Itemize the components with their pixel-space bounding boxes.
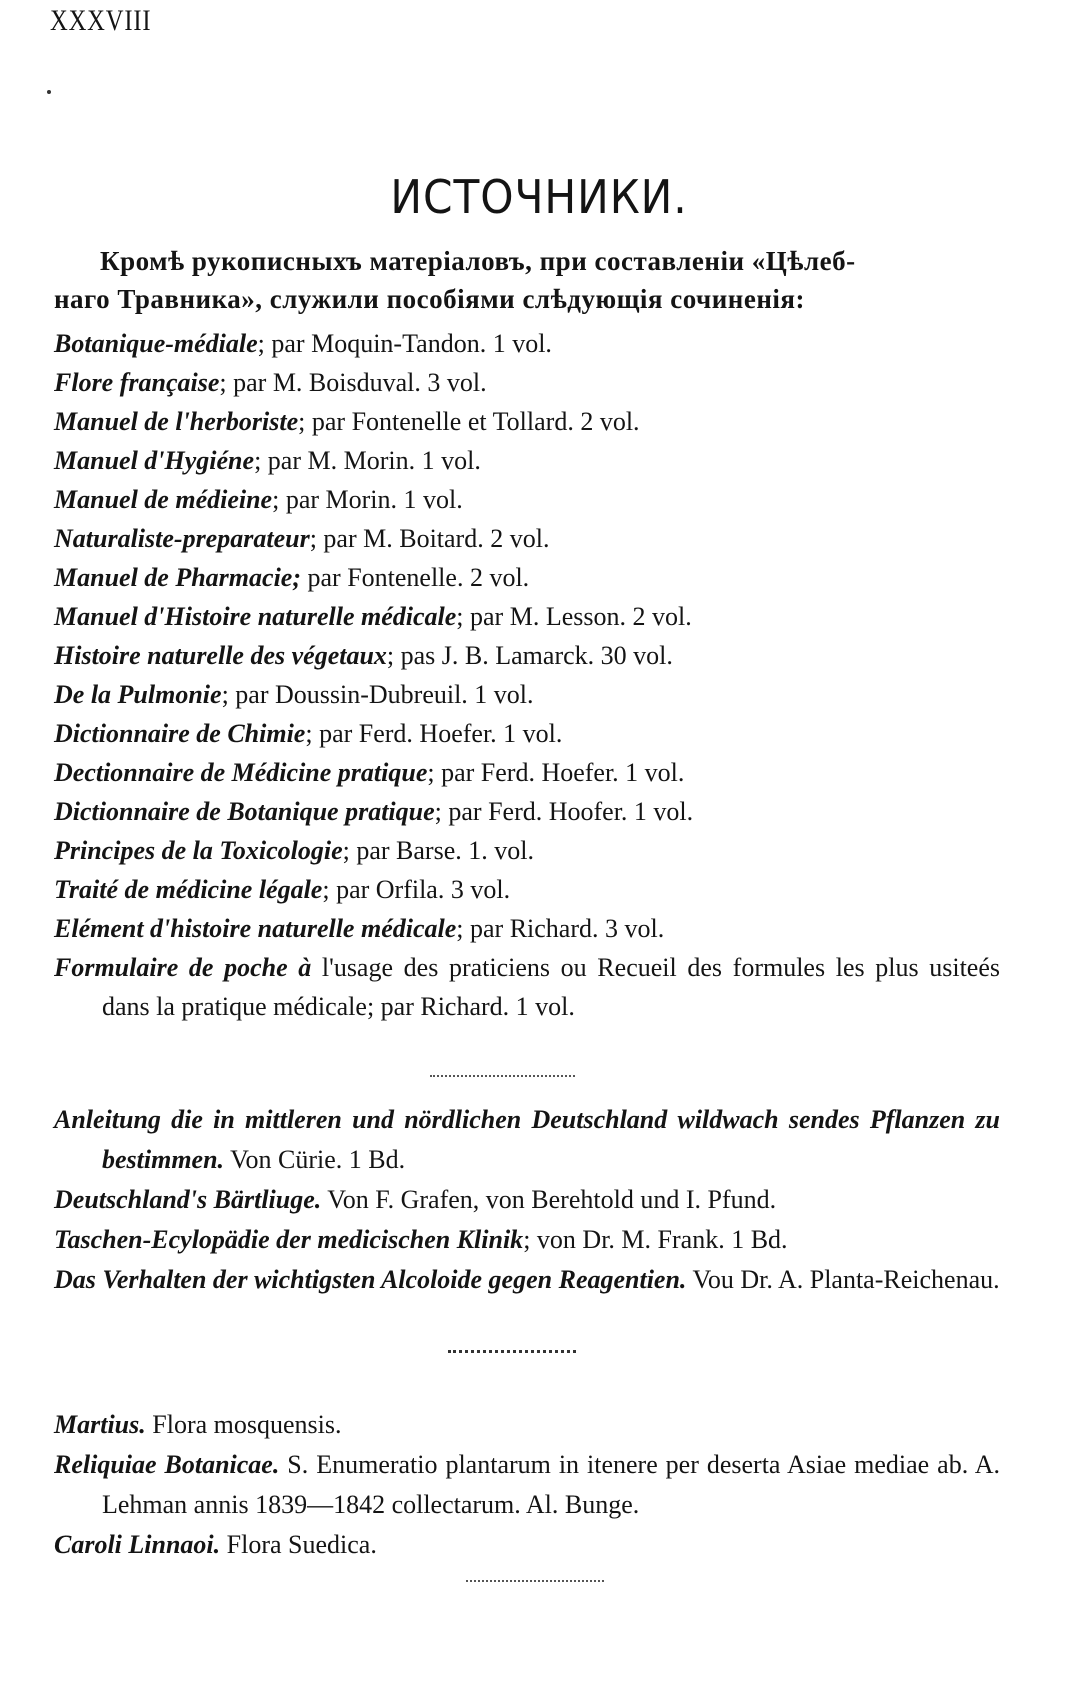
entry-details: ; par Morin. 1 vol. [272, 485, 463, 514]
bibliography-entry [54, 1260, 1000, 1300]
bibliography-entry [54, 1100, 1000, 1180]
entry-details: ; par M. Morin. 1 vol. [254, 446, 481, 475]
entry-title: Reliquiae Botanicae. [54, 1450, 280, 1479]
entry-title: Naturaliste-preparateur [54, 524, 310, 553]
bibliography-entry [54, 1220, 1000, 1260]
entry-title: Dictionnaire de Chimie [54, 719, 306, 748]
bibliography-entry [54, 1445, 1000, 1525]
section-divider [466, 1580, 604, 1582]
entry-title: Anleitung die in mittleren und nördlichen Deutschland wildwach sendes Pflanzen zu bestimmen. [54, 1105, 1000, 1174]
entry-title: Deutschland's Bärtliuge. [54, 1185, 322, 1214]
intro-paragraph [54, 243, 1000, 318]
entry-details: Von Cürie. 1 Bd. [224, 1145, 406, 1174]
entry-title: Traité de médicine légale [54, 875, 323, 904]
page-number: XXXVIII [50, 4, 152, 37]
bibliography-entry [54, 792, 1000, 831]
entry-title: Manuel d'Histoire naturelle médicale [54, 602, 457, 631]
bibliography-entry [54, 597, 1000, 636]
entry-details: ; par Doussin-Dubreuil. 1 vol. [221, 680, 534, 709]
section-divider [448, 1350, 576, 1353]
entry-title: Elément d'histoire naturelle médicale [54, 914, 457, 943]
entry-details: ; par M. Boitard. 2 vol. [309, 524, 550, 553]
entry-details: ; par M. Boisduval. 3 vol. [219, 368, 487, 397]
entry-details: Vou Dr. A. Planta-Reichenau. [686, 1265, 1000, 1294]
page-title: ИСТОЧНИКИ. [390, 170, 688, 224]
entry-title: De la Pulmonie [54, 680, 222, 709]
entry-details: S. Enumeratio plantarum in itenere per deserta Asiae mediae ab. A. Lehman annis 1839—1842 collectarum. Al. Bunge. [102, 1450, 1000, 1519]
entry-title: Manuel de l'herboriste [54, 407, 299, 436]
entry-details: ; pas J. B. Lamarck. 30 vol. [386, 641, 673, 670]
entry-title: Histoire naturelle des végetaux [54, 641, 387, 670]
entry-title: Taschen-Ecylopädie der medicischen Klinik [54, 1225, 524, 1254]
bibliography-entry [54, 753, 1000, 792]
entry-details: Von F. Grafen, von Berehtold und I. Pfund. [321, 1185, 777, 1214]
entry-details: ; par Ferd. Hoefer. 1 vol. [305, 719, 563, 748]
entry-title: Botanique-médiale [54, 329, 258, 358]
bibliography-entry [54, 480, 1000, 519]
entry-title: Principes de la Toxicologie [54, 836, 343, 865]
entry-details: Flora Suedica. [220, 1530, 377, 1559]
entry-details: Flora mosquensis. [145, 1410, 342, 1439]
entry-title: Manuel d'Hygiéne [54, 446, 255, 475]
entry-details: ; par Ferd. Hoefer. 1 vol. [427, 758, 685, 787]
bibliography-entry [54, 870, 1000, 909]
print-speck [47, 90, 51, 94]
entry-title: Flore française [54, 368, 220, 397]
entry-details: par Fontenelle. 2 vol. [301, 563, 530, 592]
entry-title: Caroli Linnaoi. [54, 1530, 221, 1559]
entry-details: ; par Ferd. Hoofer. 1 vol. [434, 797, 694, 826]
bibliography-entry [54, 363, 1000, 402]
bibliography-entry [54, 1180, 1000, 1220]
entry-title: Formulaire de poche à [54, 953, 312, 982]
section-divider [430, 1075, 575, 1077]
bibliography-entry [54, 636, 1000, 675]
bibliography-entry [54, 1405, 1000, 1445]
bibliography-entry [54, 675, 1000, 714]
entry-details: ; par Orfila. 3 vol. [322, 875, 511, 904]
bibliography-entry [54, 714, 1000, 753]
entry-title: Das Verhalten der wichtigsten Alcoloide gegen Reagentien. [54, 1265, 687, 1294]
entry-details: ; par Richard. 3 vol. [456, 914, 665, 943]
entry-title: Martius. [54, 1410, 146, 1439]
entry-title: Dictionnaire de Botanique pratique [54, 797, 435, 826]
entry-details: ; par Fontenelle et Tollard. 2 vol. [298, 407, 640, 436]
entry-details: ; par M. Lesson. 2 vol. [456, 602, 692, 631]
bibliography-entry [54, 324, 1000, 363]
bibliography-entry [54, 402, 1000, 441]
entry-title: Manuel de Pharmacie; [54, 563, 301, 592]
bibliography-entry [54, 909, 1000, 948]
german-sources-list [54, 1100, 1000, 1300]
latin-sources-list [54, 1405, 1000, 1565]
bibliography-entry [54, 519, 1000, 558]
intro-line-1: Кромѣ рукописныхъ матеріаловъ, при составленіи «Цѣлеб- [100, 246, 856, 276]
french-sources-list [54, 324, 1000, 1026]
bibliography-entry [54, 1525, 1000, 1565]
intro-line-2: наго Травника», служили пособіями слѣдующія сочиненія: [54, 283, 805, 314]
entry-title: Dectionnaire de Médicine pratique [54, 758, 428, 787]
bibliography-entry [54, 831, 1000, 870]
entry-details: ; par Barse. 1. vol. [342, 836, 534, 865]
bibliography-entry [54, 948, 1000, 1026]
entry-details: ; par Moquin-Tandon. 1 vol. [257, 329, 552, 358]
bibliography-entry [54, 558, 1000, 597]
bibliography-entry [54, 441, 1000, 480]
entry-title: Manuel de médieine [54, 485, 273, 514]
entry-details: l'usage des praticiens ou Recueil des formules les plus usiteés dans la pratique médicale; par Richard. 1 vol. [102, 953, 1000, 1021]
entry-details: ; von Dr. M. Frank. 1 Bd. [523, 1225, 788, 1254]
